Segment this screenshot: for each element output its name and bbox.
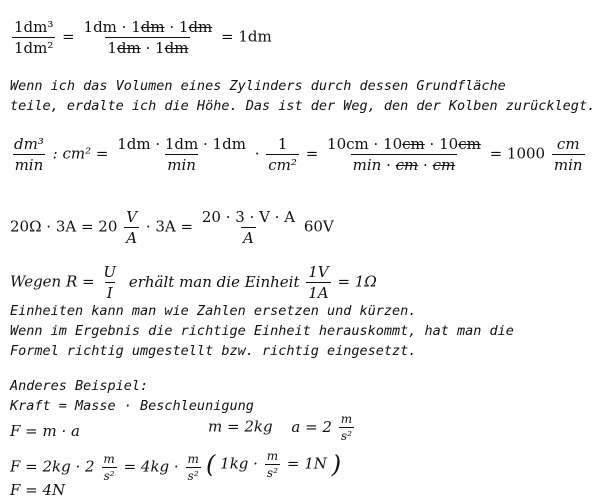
fraction-numerator: m: [103, 452, 115, 466]
final-result: F = 4N: [10, 481, 66, 499]
kraft-formula: Kraft = Masse · Beschleunigung: [10, 398, 254, 414]
paragraph-volume: [10, 76, 595, 116]
cancelled-term: cm: [432, 156, 456, 174]
open-paren: (: [206, 450, 216, 479]
text-line: Wenn im Ergebnis die richtige Einheit herauskommt, hat man die: [10, 323, 514, 339]
example-heading-block: [10, 376, 254, 416]
fraction-denominator: min: [553, 156, 583, 174]
fraction-denominator: s²: [340, 429, 352, 443]
multiply-dot: ·: [254, 144, 260, 163]
term: = 1N: [286, 454, 327, 473]
fraction-expanded-dm: [115, 135, 248, 174]
fraction-m-per-s2: [339, 412, 354, 443]
fraction-denominator: s²: [266, 466, 278, 480]
fraction-m-per-s2: [185, 452, 200, 483]
fraction-numerator: 1dm³: [14, 18, 54, 36]
fraction-denominator: [351, 154, 458, 174]
fraction-cm-per-min: [552, 135, 585, 174]
fraction-denominator: A: [126, 229, 138, 247]
term: erhält man die Einheit: [128, 272, 300, 291]
close-paren: ): [331, 450, 342, 479]
fraction-numerator: 20 · 3 · V · A: [201, 208, 296, 226]
newton-definition: [206, 449, 341, 480]
fraction-dm3-per-min: [12, 135, 46, 174]
equals-sign: =: [305, 144, 319, 163]
fraction-u-over-i: [101, 263, 118, 302]
term: = 4kg ·: [123, 457, 179, 476]
cancelled-term: cm: [402, 135, 425, 153]
fraction-denominator: I: [106, 284, 113, 302]
term: Wegen R =: [10, 272, 95, 291]
fraction-numerator: 1V: [308, 263, 329, 281]
fraction-denominator: min: [14, 156, 44, 174]
term: · 1: [164, 18, 189, 36]
fraction-numerator: m: [266, 449, 279, 463]
fraction-denominator: min: [167, 156, 196, 174]
cancelled-term: dm: [140, 18, 165, 36]
cancelled-term: dm: [164, 39, 189, 57]
f-equals-m-a: F = m · a: [10, 422, 80, 440]
cancelled-term: dm: [116, 39, 141, 57]
result: = 1000: [489, 144, 546, 163]
term: 1dm · 1: [83, 18, 141, 36]
text-line: Einheiten kann man wie Zahlen ersetzen und kürzen.: [10, 303, 417, 319]
fraction-numerator: 1dm · 1dm · 1dm: [117, 135, 246, 153]
fraction-denominator: cm²: [268, 156, 297, 174]
term: min ·: [352, 156, 396, 174]
fraction-denominator: s²: [103, 469, 115, 483]
fraction-m-per-s2: [101, 452, 116, 483]
cancelled-term: cm: [395, 156, 419, 174]
example-heading: Anderes Beispiel:: [10, 378, 149, 394]
result: = 1Ω: [337, 272, 377, 291]
fraction-expanded-cm: [325, 135, 483, 174]
term: 1kg ·: [220, 454, 258, 473]
cancelled-term: cm: [458, 135, 481, 153]
text-line: teile, erdalte ich die Höhe. Das ist der Weg, den der Kolben zurücklegt.: [10, 98, 595, 114]
operator-text: : cm² =: [52, 144, 109, 163]
fraction-v-over-a: [124, 208, 139, 247]
equation-2: [10, 135, 587, 174]
given-values: [208, 412, 356, 443]
fraction-denominator: 1A: [308, 284, 329, 302]
fraction-m-per-s2: [265, 449, 280, 480]
equation-4: [10, 263, 377, 302]
paragraph-units: [10, 301, 514, 361]
fraction-product: [200, 208, 297, 247]
fraction-denominator: s²: [187, 469, 199, 483]
result: = 1dm: [221, 27, 272, 46]
term: F = 2kg · 2: [10, 457, 95, 476]
fraction-numerator: m: [340, 412, 353, 426]
term: · 1: [140, 39, 165, 57]
fraction-numerator: cm: [556, 135, 580, 153]
fraction-numerator: m: [187, 452, 199, 466]
fraction-numerator: [82, 18, 215, 37]
mass-value: m = 2kg: [208, 417, 273, 436]
text-line: Formel richtig umgestellt bzw. richtig eingesetzt.: [10, 343, 417, 359]
fraction-dm3-over-dm2: [12, 18, 55, 57]
fraction-numerator: 1: [277, 135, 288, 153]
fraction-one-over-cm2: [266, 135, 299, 174]
fraction-numerator: V: [126, 208, 138, 226]
term: 20Ω · 3A = 20: [10, 217, 118, 236]
fraction-numerator: U: [103, 263, 117, 281]
force-calculation: [10, 452, 203, 483]
equals-sign: =: [62, 27, 75, 46]
cancelled-term: dm: [188, 18, 213, 36]
fraction-numerator: [325, 135, 483, 154]
text-line: Wenn ich das Volumen eines Zylinders durch dessen Grundfläche: [10, 78, 506, 94]
fraction-numerator: dm³: [14, 135, 44, 153]
term: 10cm · 10: [327, 135, 403, 153]
acceleration-value: a = 2: [291, 417, 332, 436]
fraction-denominator: [105, 37, 190, 57]
equation-3: [10, 208, 334, 247]
fraction-expanded: [82, 18, 215, 57]
term: 1: [107, 39, 117, 57]
equation-1: [10, 18, 272, 57]
fraction-1v-over-1a: [306, 263, 330, 302]
fraction-denominator: 1dm²: [14, 39, 54, 57]
term: · 10: [424, 135, 459, 153]
result: 60V: [303, 217, 334, 236]
term: · 3A =: [145, 217, 194, 236]
fraction-denominator: A: [243, 229, 254, 247]
term: ·: [418, 156, 433, 174]
